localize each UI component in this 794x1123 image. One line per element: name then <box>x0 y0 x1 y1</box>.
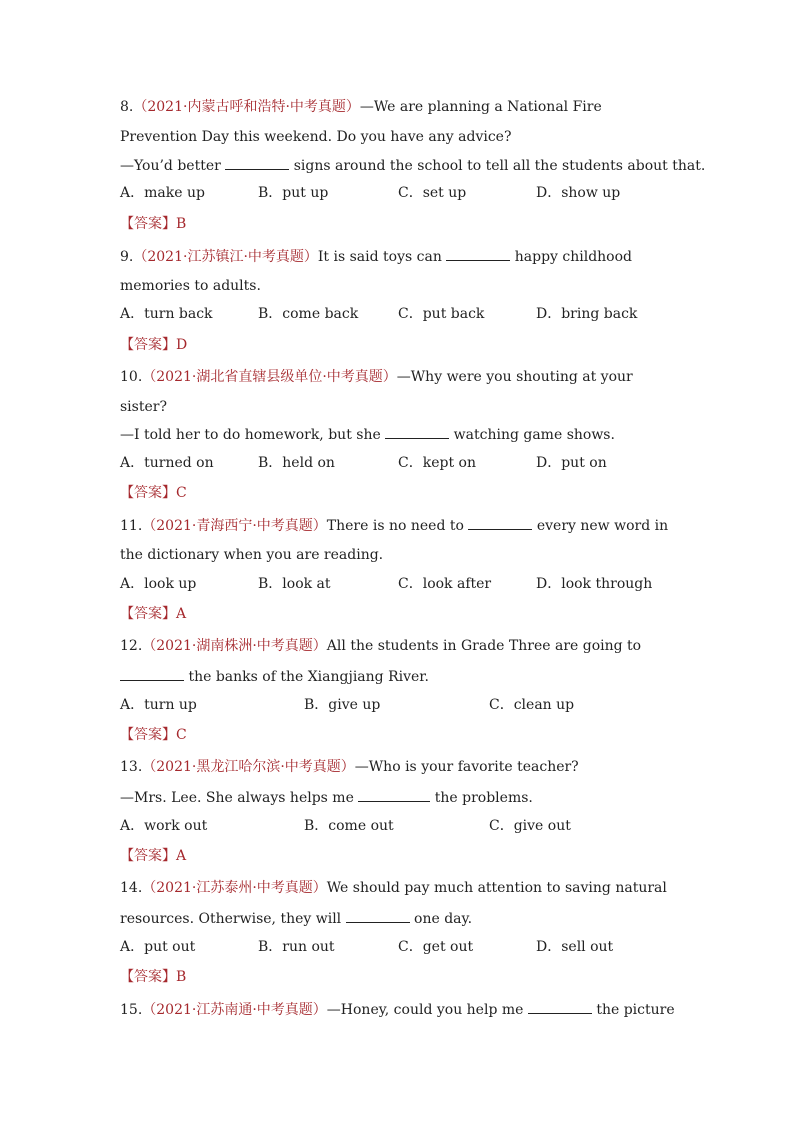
option-a: A．look up <box>120 576 197 592</box>
question-14-line-2 <box>120 908 472 929</box>
question-text: —You’d better <box>120 158 226 174</box>
question-12-line-1 <box>120 636 641 656</box>
question-number: 13. <box>120 759 143 775</box>
answer-blank <box>446 246 510 261</box>
question-text: —We are planning a National Fire <box>359 99 602 115</box>
question-text: one day. <box>409 911 473 927</box>
question-8-line-3 <box>120 155 705 176</box>
question-15-line-1 <box>120 999 675 1020</box>
question-10-line-1 <box>120 367 633 387</box>
answer-value: A <box>176 848 187 864</box>
question-source: （2021·青海西宁·中考真题） <box>142 518 327 534</box>
option-d: D．show up <box>536 185 621 201</box>
question-10-line-2 <box>120 397 167 417</box>
answer-label: 【答案】 <box>120 337 176 353</box>
option-a: A．turned on <box>120 455 214 471</box>
question-source: （2021·江苏南通·中考真题） <box>142 1002 327 1018</box>
answer-label: 【答案】 <box>120 485 176 501</box>
answer-blank <box>225 155 289 170</box>
question-text: —I told her to do homework, but she <box>120 427 386 443</box>
question-text: sister? <box>120 399 167 415</box>
question-text: —Why were you shouting at your <box>396 369 633 385</box>
option-c: C．give out <box>489 818 571 834</box>
answer-value: B <box>176 216 187 232</box>
answer-line-11 <box>120 604 186 624</box>
question-text: the problems. <box>430 790 533 806</box>
question-11-line-2 <box>120 545 383 565</box>
question-14-line-1 <box>120 878 667 898</box>
question-number: 8. <box>120 99 134 115</box>
answer-value: A <box>176 606 187 622</box>
answer-label: 【答案】 <box>120 606 176 622</box>
answer-value: C <box>176 727 187 743</box>
question-text: memories to adults. <box>120 278 261 294</box>
option-b: B．run out <box>258 939 335 955</box>
answer-line-14 <box>120 967 186 987</box>
answer-line-8 <box>120 214 186 234</box>
question-text: —Who is your favorite teacher? <box>354 759 579 775</box>
answer-blank <box>528 999 592 1014</box>
option-b: B．come out <box>304 818 394 834</box>
option-a: A．put out <box>120 939 196 955</box>
answer-blank <box>346 908 410 923</box>
question-source: （2021·湖北省直辖县级单位·中考真题） <box>142 369 397 385</box>
question-text: the banks of the Xiangjiang River. <box>184 669 429 685</box>
question-text: the picture <box>591 1002 675 1018</box>
option-c: C．put back <box>398 306 485 322</box>
answer-blank <box>120 666 184 681</box>
question-source: （2021·内蒙古呼和浩特·中考真题） <box>133 99 360 115</box>
option-d: D．bring back <box>536 306 638 322</box>
question-text: the dictionary when you are reading. <box>120 547 384 563</box>
question-text: watching game shows. <box>449 427 615 443</box>
question-8-line-2 <box>120 127 511 147</box>
question-10-line-3 <box>120 424 615 445</box>
option-b: B．give up <box>304 697 381 713</box>
question-text: We should pay much attention to saving natural <box>326 880 667 896</box>
option-a: A．make up <box>120 185 205 201</box>
answer-line-12 <box>120 725 187 745</box>
answer-line-13 <box>120 846 186 866</box>
question-text: resources. Otherwise, they will <box>120 911 346 927</box>
answer-line-10 <box>120 483 187 503</box>
question-text: happy childhood <box>510 249 633 265</box>
answer-value: B <box>176 969 187 985</box>
option-b: B．put up <box>258 185 329 201</box>
option-b: B．come back <box>258 306 359 322</box>
option-c: C．get out <box>398 939 474 955</box>
option-c: C．kept on <box>398 455 476 471</box>
question-8-line-1 <box>120 97 602 117</box>
answer-blank <box>358 787 430 802</box>
answer-label: 【答案】 <box>120 216 176 232</box>
question-11-line-1 <box>120 515 668 536</box>
option-d: D．sell out <box>536 939 614 955</box>
question-9-line-1 <box>120 246 632 267</box>
question-text: It is said toys can <box>317 249 447 265</box>
question-number: 14. <box>120 880 143 896</box>
answer-label: 【答案】 <box>120 848 176 864</box>
question-text: —Honey, could you help me <box>326 1002 528 1018</box>
answer-value: D <box>176 337 188 353</box>
question-13-line-2 <box>120 787 533 808</box>
question-number: 9. <box>120 249 134 265</box>
answer-blank <box>385 424 449 439</box>
option-a: A．turn back <box>120 306 213 322</box>
option-c: C．look after <box>398 576 492 592</box>
question-13-line-1 <box>120 757 579 777</box>
option-a: A．turn up <box>120 697 197 713</box>
option-b: B．held on <box>258 455 335 471</box>
question-text: All the students in Grade Three are going to <box>326 638 642 654</box>
question-number: 11. <box>120 518 143 534</box>
question-source: （2021·湖南株洲·中考真题） <box>142 638 327 654</box>
question-9-line-2 <box>120 276 261 296</box>
question-text: Prevention Day this weekend. Do you have any advice? <box>120 129 512 145</box>
answer-line-9 <box>120 335 187 355</box>
question-text: There is no need to <box>326 518 469 534</box>
question-number: 12. <box>120 638 143 654</box>
question-source: （2021·黑龙江哈尔滨·中考真题） <box>142 759 355 775</box>
question-source: （2021·江苏镇江·中考真题） <box>133 249 318 265</box>
option-d: D．look through <box>536 576 653 592</box>
option-d: D．put on <box>536 455 607 471</box>
question-12-line-2 <box>120 666 429 687</box>
question-text: signs around the school to tell all the students about that. <box>289 158 706 174</box>
option-c: C．set up <box>398 185 467 201</box>
option-c: C．clean up <box>489 697 575 713</box>
option-a: A．work out <box>120 818 208 834</box>
answer-blank <box>468 515 532 530</box>
answer-label: 【答案】 <box>120 727 176 743</box>
question-text: every new word in <box>532 518 669 534</box>
question-number: 15. <box>120 1002 143 1018</box>
answer-label: 【答案】 <box>120 969 176 985</box>
option-b: B．look at <box>258 576 331 592</box>
question-source: （2021·江苏泰州·中考真题） <box>142 880 327 896</box>
answer-value: C <box>176 485 187 501</box>
question-number: 10. <box>120 369 143 385</box>
question-text: —Mrs. Lee. She always helps me <box>120 790 359 806</box>
